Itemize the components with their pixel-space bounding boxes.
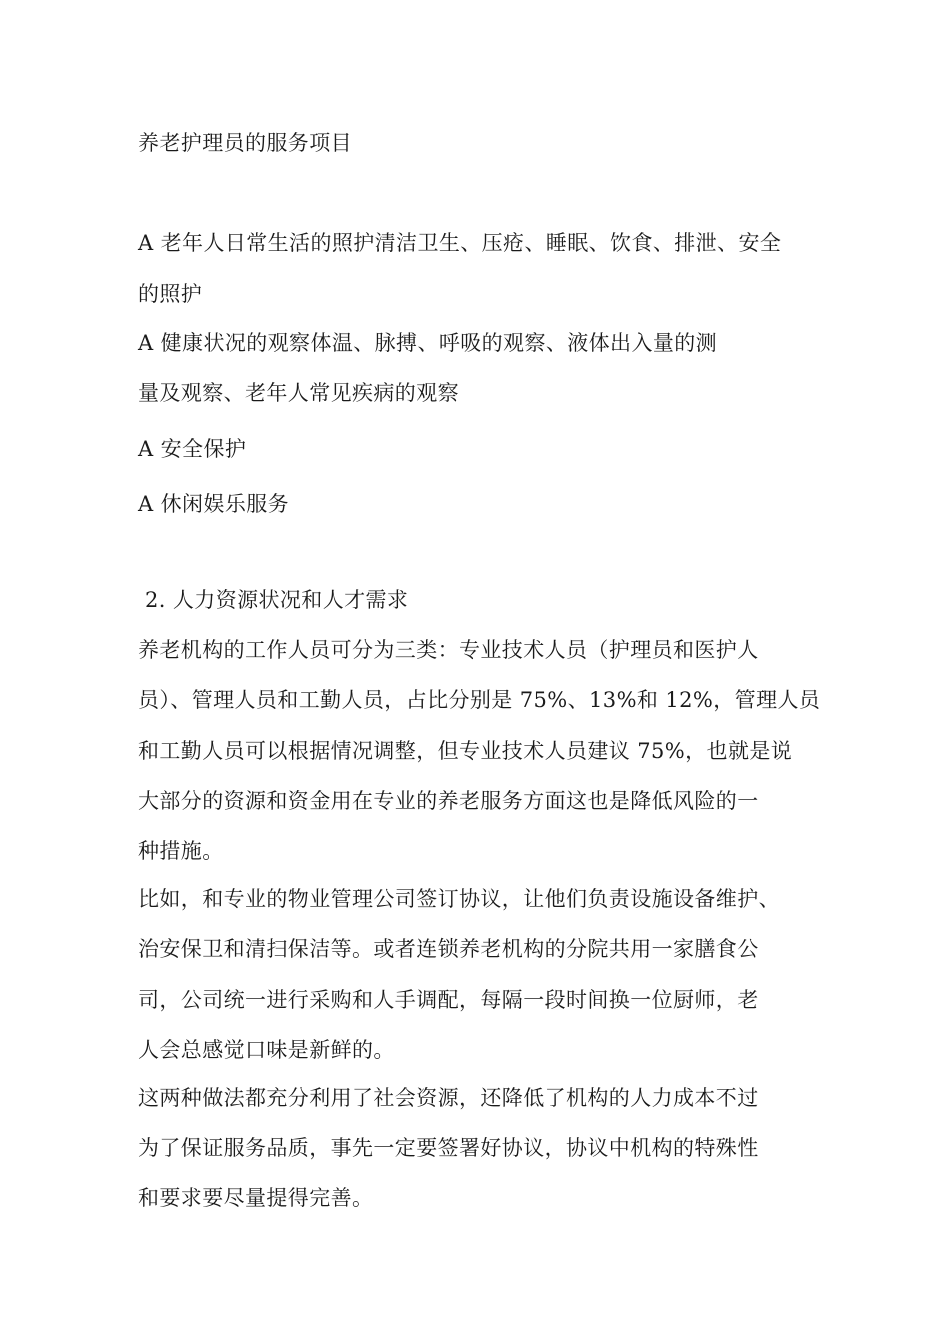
paragraph-line: 比如，和专业的物业管理公司签订协议，让他们负责设施设备维护、 <box>138 887 780 911</box>
paragraph-line: 养老机构的工作人员可分为三类：专业技术人员（护理员和医护人 <box>138 638 759 662</box>
document-title: 养老护理员的服务项目 <box>138 131 352 155</box>
service-item-daily-care: A 老年人日常生活的照护清洁卫生、压疮、睡眠、饮食、排泄、安全 <box>138 231 782 255</box>
paragraph-line: 和要求要尽量提得完善。 <box>138 1186 374 1210</box>
paragraph-line: 和工勤人员可以根据情况调整，但专业技术人员建议 75%，也就是说 <box>138 739 793 763</box>
paragraph-line: 员）、管理人员和工勤人员，占比分别是 75%、13%和 12%，管理人员 <box>138 688 821 712</box>
service-item-leisure: A 休闲娱乐服务 <box>138 492 290 516</box>
service-item-safety: A 安全保护 <box>138 437 247 461</box>
paragraph-line: 为了保证服务品质，事先一定要签署好协议，协议中机构的特殊性 <box>138 1136 759 1160</box>
service-item-daily-care-cont: 的照护 <box>138 282 203 306</box>
paragraph-line: 大部分的资源和资金用在专业的养老服务方面这也是降低风险的一 <box>138 789 759 813</box>
paragraph-line: 人会总感觉口味是新鲜的。 <box>138 1038 395 1062</box>
service-item-health-observation-cont: 量及观察、老年人常见疾病的观察 <box>138 381 459 405</box>
paragraph-line: 种措施。 <box>138 839 224 863</box>
paragraph-line: 司，公司统一进行采购和人手调配，每隔一段时间换一位厨师，老 <box>138 988 759 1012</box>
paragraph-line: 治安保卫和清扫保洁等。或者连锁养老机构的分院共用一家膳食公 <box>138 937 759 961</box>
paragraph-line: 这两种做法都充分利用了社会资源，还降低了机构的人力成本不过 <box>138 1086 759 1110</box>
section-heading: 2. 人力资源状况和人才需求 <box>145 588 409 612</box>
service-item-health-observation: A 健康状况的观察体温、脉搏、呼吸的观察、液体出入量的测 <box>138 331 718 355</box>
